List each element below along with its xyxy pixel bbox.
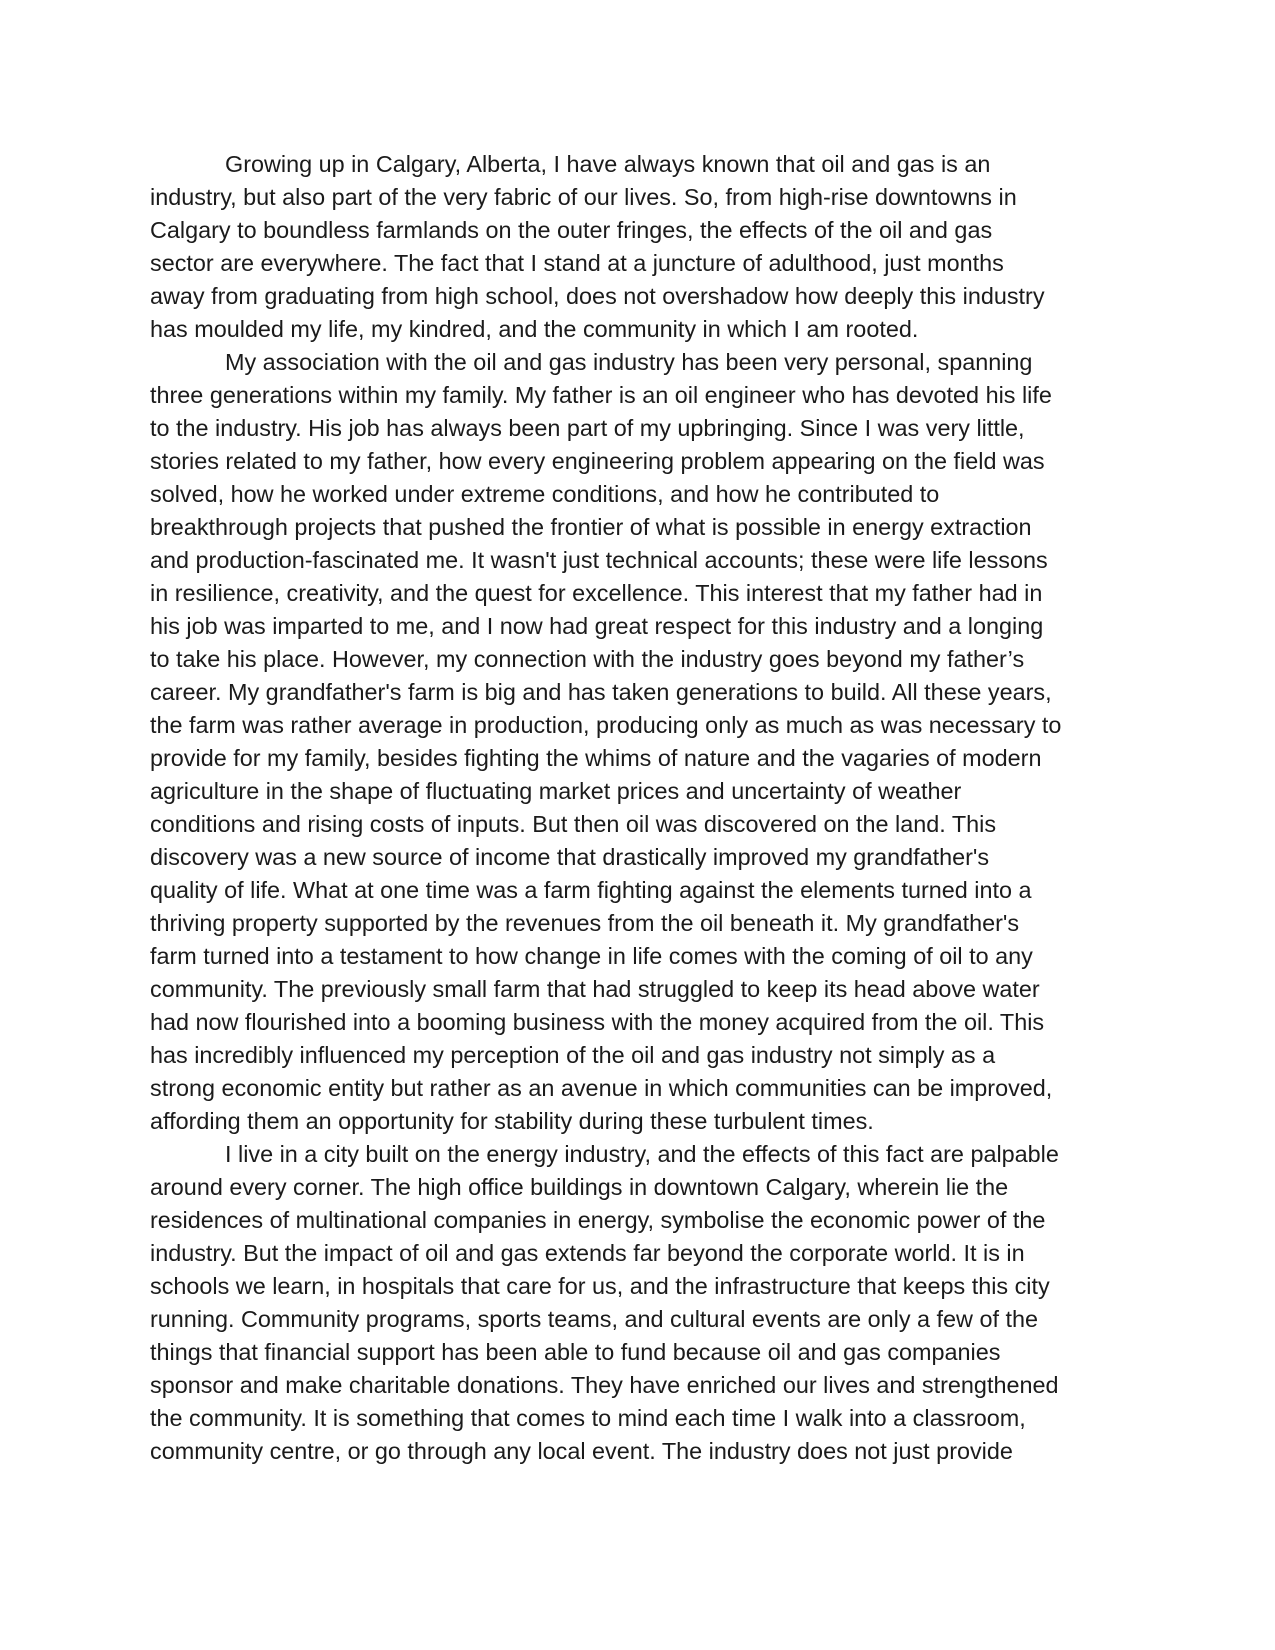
paragraph-3-line: sponsor and make charitable donations. They have enriched our lives and strengthened [150, 1372, 1059, 1398]
paragraph-3-line: residences of multinational companies in energy, symbolise the economic power of the [150, 1207, 1046, 1233]
paragraph-1-line: sector are everywhere. The fact that I stand at a juncture of adulthood, just months [150, 250, 1004, 276]
paragraph-2-line: has incredibly influenced my perception of the oil and gas industry not simply as a [150, 1042, 996, 1068]
paragraph-2-line: community. The previously small farm that had struggled to keep its head above water [150, 976, 1040, 1002]
paragraph-3-line: around every corner. The high office buildings in downtown Calgary, wherein lie the [150, 1174, 1009, 1200]
paragraph-1-line: industry, but also part of the very fabric of our lives. So, from high-rise downtowns in [150, 184, 1017, 210]
paragraph-2-line: conditions and rising costs of inputs. But then oil was discovered on the land. This [150, 811, 997, 837]
paragraph-2-line: in resilience, creativity, and the quest for excellence. This interest that my father had in [150, 580, 1043, 606]
paragraph-2-line: career. My grandfather's farm is big and has taken generations to build. All these years, [150, 679, 1052, 705]
paragraph-2-line: to take his place. However, my connection with the industry goes beyond my father’s [150, 646, 1025, 672]
paragraph-2-line: farm turned into a testament to how change in life comes with the coming of oil to any [150, 943, 1033, 969]
paragraph-2-line: My association with the oil and gas industry has been very personal, spanning [225, 349, 1033, 375]
paragraph-2-line: his job was imparted to me, and I now had great respect for this industry and a longing [150, 613, 1044, 639]
paragraph-3-line: the community. It is something that comes to mind each time I walk into a classroom, [150, 1405, 1026, 1431]
paragraph-2-line: the farm was rather average in production, producing only as much as was necessary to [150, 712, 1062, 738]
paragraph-2-line: affording them an opportunity for stability during these turbulent times. [150, 1108, 874, 1134]
essay-body [150, 148, 1130, 1468]
paragraph-3-line: I live in a city built on the energy industry, and the effects of this fact are palpable [225, 1141, 1059, 1167]
paragraph-2-line: breakthrough projects that pushed the frontier of what is possible in energy extraction [150, 514, 1032, 540]
paragraph-2-line: quality of life. What at one time was a farm fighting against the elements turned into a [150, 877, 1032, 903]
paragraph-1-line: Calgary to boundless farmlands on the outer fringes, the effects of the oil and gas [150, 217, 993, 243]
paragraph-2-line: thriving property supported by the revenues from the oil beneath it. My grandfather's [150, 910, 1020, 936]
paragraph-1-line: has moulded my life, my kindred, and the community in which I am rooted. [150, 316, 919, 342]
paragraph-2-line: stories related to my father, how every engineering problem appearing on the field was [150, 448, 1045, 474]
paragraph-3-line: industry. But the impact of oil and gas extends far beyond the corporate world. It is in [150, 1240, 1025, 1266]
paragraph-2-line: and production-fascinated me. It wasn't just technical accounts; these were life lessons [150, 547, 1048, 573]
paragraph-3-line: things that financial support has been able to fund because oil and gas companies [150, 1339, 1001, 1365]
paragraph-2-line: strong economic entity but rather as an avenue in which communities can be improved, [150, 1075, 1053, 1101]
paragraph-2-line: solved, how he worked under extreme conditions, and how he contributed to [150, 481, 940, 507]
paragraph-2-line: provide for my family, besides fighting the whims of nature and the vagaries of modern [150, 745, 1042, 771]
paragraph-2-line: agriculture in the shape of fluctuating market prices and uncertainty of weather [150, 778, 962, 804]
paragraph-2-line: had now flourished into a booming business with the money acquired from the oil. This [150, 1009, 1045, 1035]
paragraph-2-line: three generations within my family. My father is an oil engineer who has devoted his life [150, 382, 1052, 408]
paragraph-2-line: discovery was a new source of income that drastically improved my grandfather's [150, 844, 990, 870]
paragraph-2-line: to the industry. His job has always been part of my upbringing. Since I was very little, [150, 415, 1025, 441]
paragraph-3-line: schools we learn, in hospitals that care for us, and the infrastructure that keeps this city [150, 1273, 1050, 1299]
paragraph-1-line: Growing up in Calgary, Alberta, I have always known that oil and gas is an [225, 151, 991, 177]
paragraph-3-line: community centre, or go through any local event. The industry does not just provide [150, 1438, 1013, 1464]
paragraph-3-line: running. Community programs, sports teams, and cultural events are only a few of the [150, 1306, 1038, 1332]
paragraph-1-line: away from graduating from high school, does not overshadow how deeply this industry [150, 283, 1045, 309]
